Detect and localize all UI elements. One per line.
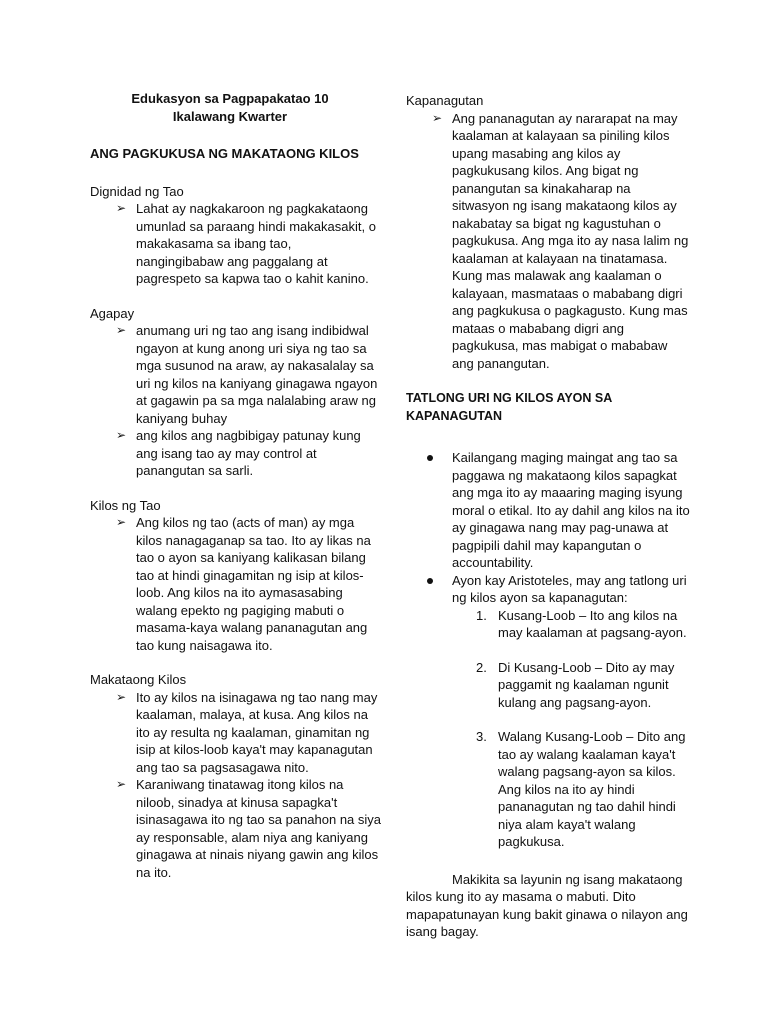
main-title: ANG PAGKUKUSA NG MAKATAONG KILOS (90, 146, 359, 161)
numbered-list (406, 607, 691, 851)
list-item (116, 514, 382, 654)
bullet-text: Ang kilos ng tao (acts of man) ay mga kilos nanagaganap sa tao. Ito ay likas na tao o ayon sa kaniyang kalikasan bilang tao at hindi ginagamitan ng isip at kilos-loob. Ang kilos na ito aymasasabing walang epekto ng pagiging mabuti o masama-kaya walang pananagutan ang tao kung naisagawa ito. (136, 515, 371, 653)
arrow-list (406, 110, 691, 373)
right-column (406, 92, 691, 954)
item-number: 2. (476, 659, 487, 675)
closing-paragraph: Makikita sa layunin ng isang makataong kilos kung ito ay masama o mabuti. Dito mapapatunayan kung bakit ginawa o nilayon ang isang bagay. (406, 871, 688, 939)
left-sections (90, 183, 382, 882)
tatlong-heading: TATLONG URI NG KILOS AYON SA KAPANAGUTAN (406, 391, 612, 423)
bullet-text: Lahat ay nagkakaroon ng pagkakataong umunlad sa paraang hindi makakasakit, o makakasama sa ibang tao, nangingibabaw ang paggalang at pagrespeto sa kapwa tao o kahit kanino. (136, 201, 376, 286)
section (90, 183, 382, 288)
bullet-text: Ito ay kilos na isinagawa ng tao nang may kaalaman, malaya, at kusa. Ang kilos na ito ay resulta ng kaalaman, ginamitan ng isip at kilos-loob kaya't may kapanagutan ang tao sa pagsasagawa nito. (136, 689, 378, 775)
bullet-text: Ayon kay Aristoteles, may ang tatlong uri ng kilos ayon sa kapanagutan: (452, 572, 687, 605)
bullet-text: Kailangang maging maingat ang tao sa paggawa ng makataong kilos sapagkat ang mga ito ay maaaring maging isyung moral o etikal. Ito ay dahil ang kilos na ito ay ginagawa nang may pag-unawa at pagpipili dahil may kapangutan o accountability. (452, 450, 690, 570)
list-item (116, 322, 382, 427)
arrow-bullet-icon: ➢ (116, 323, 127, 337)
dot-list (406, 449, 691, 607)
list-item (452, 572, 691, 607)
section-title: Makataong Kilos (90, 672, 187, 687)
section (90, 305, 382, 480)
document-header (90, 90, 370, 126)
numbered-item (476, 728, 691, 851)
bullet-text: Ang pananagutan ay nararapat na may kaalaman at kalayaan sa piniling kilos upang masabing ang kilos ay pagkukusang kilos. Ang bigat ng panangutan sa kinakaharap na sitwasyon ng isang makataong kilos ay nakabatay sa bigat ng kagustuhan o pagkukusa. Ang mga ito ay nasa lalim ng kaalaman at kalayaan na tinatamasa. Kung mas malawak ang kaalaman o kalayaan, masmataas o mababang digri ang pagkukusa o pagkagusto. Kung mas mataas o mababang digri ang pagkukusa, mas mabigat o mababaw ang panangutan. (452, 110, 689, 371)
dot-bullet-icon (427, 578, 433, 584)
item-text: Kusang-Loob – Ito ang kilos na may kaalaman at pagsang-ayon. (498, 607, 687, 640)
arrow-list (90, 514, 382, 654)
bullet-text: anumang uri ng tao ang isang indibidwal ngayon at kung anong uri siya ng tao sa mga susunod na araw, ay nakasalalay sa uri ng kilos na kaniyang ginagawa ngayon at gagawin pa sa mga nalalabing araw ng kaniyang buhay (136, 323, 378, 426)
section-title: Agapay (90, 305, 135, 321)
section-kapanagutan (406, 92, 691, 372)
arrow-bullet-icon: ➢ (116, 689, 127, 704)
list-item (116, 200, 382, 288)
arrow-bullet-icon: ➢ (116, 201, 127, 215)
list-item (116, 689, 382, 777)
list-item (452, 449, 691, 572)
arrow-bullet-icon: ➢ (116, 428, 127, 442)
numbered-item (476, 659, 691, 712)
left-column (90, 90, 382, 898)
arrow-bullet-icon: ➢ (116, 777, 127, 791)
item-text: Walang Kusang-Loob – Dito ang tao ay walang kaalaman kaya't walang pagsang-ayon sa kilos. Ang kilos na ito ay hindi pananagutan ng tao dahil hindi niya alam kaya't walang pagkukusa. (498, 729, 686, 849)
item-number: 3. (476, 729, 487, 744)
arrow-list (90, 200, 382, 288)
section-title: Kapanagutan (406, 93, 484, 108)
list-item (116, 427, 382, 480)
section-title: Dignidad ng Tao (90, 183, 184, 199)
section (90, 671, 382, 881)
dot-bullet-icon (427, 455, 433, 461)
numbered-item (476, 607, 691, 642)
section (90, 497, 382, 655)
list-item (116, 776, 382, 881)
list-item (432, 110, 691, 373)
item-text: Di Kusang-Loob – Dito ay may paggamit ng kaalaman ngunit kulang ang pagsang-ayon. (498, 659, 675, 710)
section-title: Kilos ng Tao (90, 497, 161, 513)
subject-title: Edukasyon sa Pagpapakatao 10 (131, 91, 329, 106)
arrow-list (90, 322, 382, 480)
arrow-bullet-icon: ➢ (432, 110, 443, 125)
arrow-list (90, 689, 382, 882)
bullet-text: Karaniwang tinatawag itong kilos na niloob, sinadya at kinusa sapagka't isinasagawa ito ng tao sa panahon na siya ay responsable, alam niya ang kaniyang ginagawa at ninais niyang gawin ang kilos na ito. (136, 777, 382, 880)
quarter-title: Ikalawang Kwarter (172, 109, 288, 124)
item-number: 1. (476, 607, 487, 623)
arrow-bullet-icon: ➢ (116, 515, 127, 529)
bullet-text: ang kilos ang nagbibigay patunay kung ang isang tao ay may control at panangutan sa sarli. (136, 428, 361, 478)
